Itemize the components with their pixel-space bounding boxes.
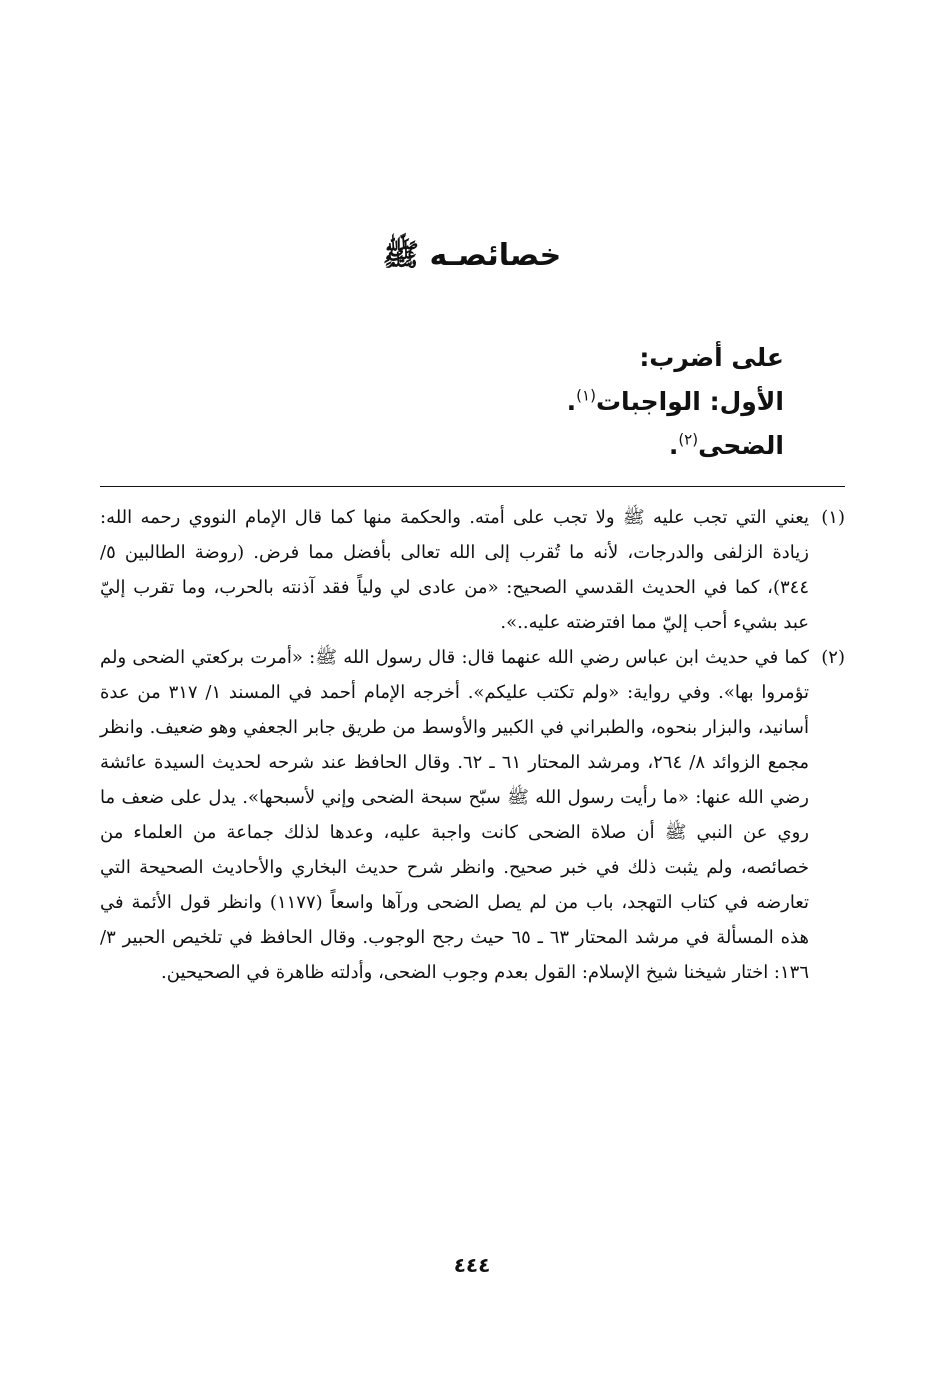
footnote-marker: (١) [821,507,845,528]
main-line-text: الأول: الواجبات [595,387,784,416]
chapter-title: خصائصـه ﷺ [382,238,562,273]
main-line-1 [264,336,784,380]
footnote-text: كما في حديث ابن عباس رضي الله عنهما قال: قال رسول الله ﷺ: «أمرت بركعتي الضحى ولم تؤمروا بها». وفي رواية: «ولم تكتب عليكم». أخرجه الإمام أحمد في المسند ١/ ٣١٧ من عدة أسانيد، والبزار بنحوه، والطبراني في الكبير والأوسط من طريق جابر الجعفي وهو ضعيف. وانظر مجمع الزوائد ٨/ ٢٦٤، ومرشد المحتار ٦١ ـ ٦٢. وقال الحافظ عند شرحه لحديث السيدة عائشة رضي الله عنها: «ما رأيت رسول الله ﷺ سبّح سبحة الضحى وإني لأسبحها». يدل على ضعف ما روي عن النبي ﷺ أن صلاة الضحى كانت واجبة عليه، وعدها لذلك جماعة من العلماء من خصائصه، ولم يثبت ذلك في خبر صحيح. وانظر شرح حديث البخاري والأحاديث الصحيحة التي تعارضه في كتاب التهجد، باب من لم يصل الضحى ورآها واسعاً (١١٧٧) وانظر قول الأئمة في هذه المسألة في مرشد المحتار ٦٣ ـ ٦٥ حيث رجح الوجوب. وقال الحافظ في تلخيص الحبير ٣/ ١٣٦: اختار شيخنا شيخ الإسلام: القول بعدم وجوب الضحى، وأدلته ظاهرة في الصحيحين. [100,647,810,983]
footnote-divider [100,486,845,487]
page-number: ٤٤٤ [453,1253,491,1277]
footnote-1 [100,500,845,640]
main-line-suffix: . [668,431,679,460]
footnote-2 [100,640,845,990]
main-line-2 [264,380,784,424]
footnote-reference[interactable]: (٢) [678,430,699,449]
main-line-text: على أضرب: [639,343,784,372]
main-line-3 [264,424,784,468]
footnote-reference[interactable]: (١) [576,386,596,405]
main-text [264,336,784,468]
footnotes [100,500,845,990]
main-line-suffix: . [566,387,577,416]
footnote-marker: (٢) [821,647,845,668]
main-line-text: الضحى [698,431,784,460]
footnote-text: يعني التي تجب عليه ﷺ ولا تجب على أمته. والحكمة منها كما قال الإمام النووي رحمه الله: زيادة الزلفى والدرجات، لأنه ما تُقرب إلى الله تعالى بأفضل مما فرض. (روضة الطالبين ٥/ ٣٤٤)، كما في الحديث القدسي الصحيح: «من عادى لي ولياً فقد آذنته بالحرب، وما تقرب إليّ عبد بشيء أحب إليّ مما افترضته عليه..». [100,507,809,633]
